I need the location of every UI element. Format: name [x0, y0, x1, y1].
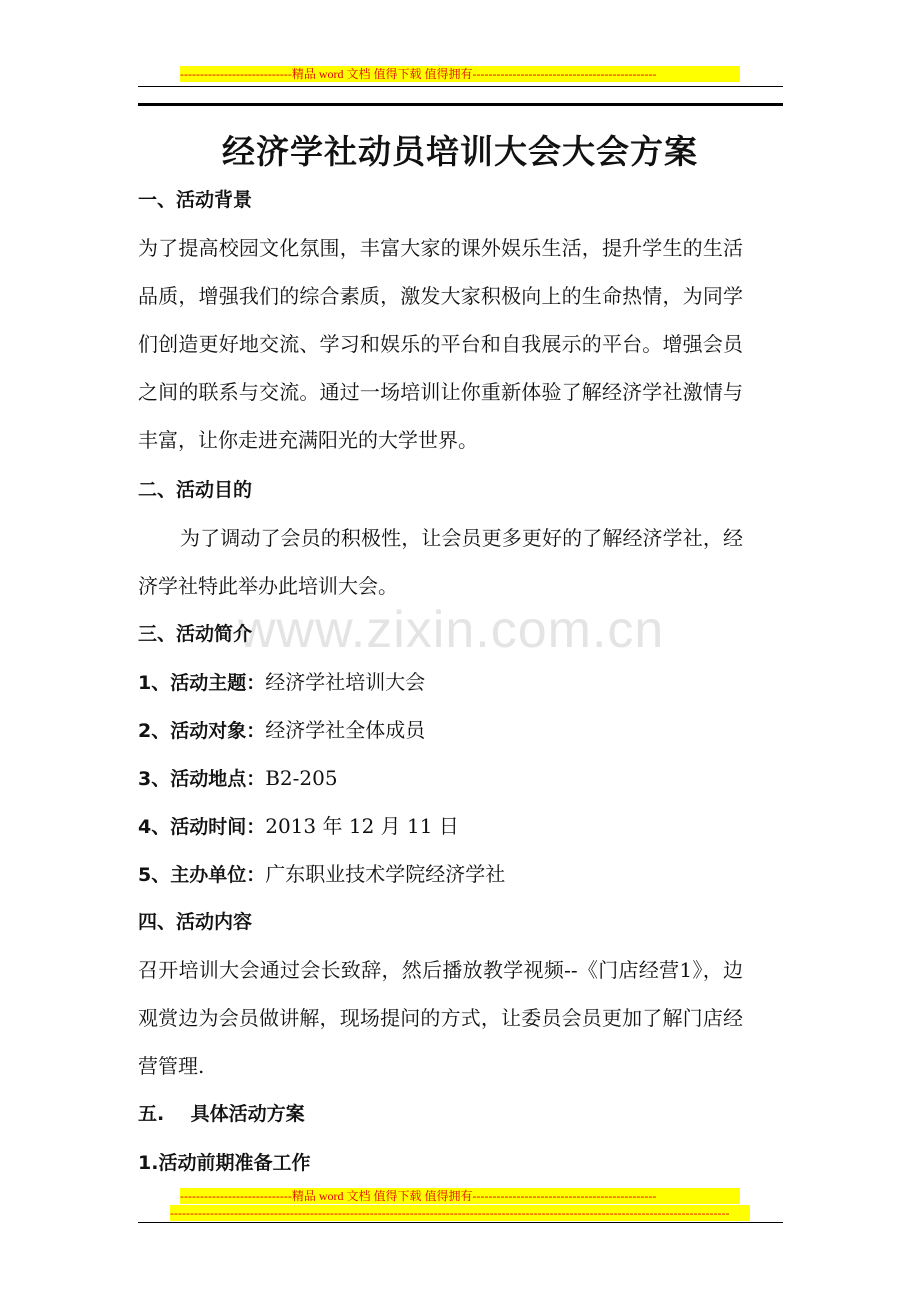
header-rule-thick	[138, 103, 783, 106]
header-rule-thin	[138, 86, 783, 87]
section-heading-intro: 三、活动简介	[138, 623, 253, 645]
intro-item	[138, 668, 425, 697]
header-banner: ----------------------------精品 word 文档 值得下载 值得拥有----------------------------------------------	[180, 66, 740, 82]
intro-item-value: 2013 年 12 月 11 日	[265, 814, 459, 838]
background-paragraph: 为了提高校园文化氛围，丰富大家的课外娱乐生活，提升学生的生活品质，增强我们的综合素质，激发大家积极向上的生命热情，为同学们创造更好地交流、学习和娱乐的平台和自我展示的平台。增强会员之间的联系与交流。通过一场培训让你重新体验了解经济学社激情与丰富，让你走进充满阳光的大学世界。	[138, 236, 743, 452]
intro-item-label: 5、主办单位：	[138, 864, 266, 886]
intro-item-value: B2-205	[265, 766, 338, 790]
intro-item	[138, 716, 425, 745]
section-heading-background: 一、活动背景	[138, 189, 253, 211]
watermark: www.zixin.com.cn	[238, 601, 665, 659]
intro-item-label: 3、活动地点：	[138, 768, 266, 790]
purpose-paragraph: 为了调动了会员的积极性，让会员更多更好的了解经济学社，经济学社特此举办此培训大会。	[138, 526, 743, 598]
intro-item	[138, 764, 338, 793]
intro-item-value: 经济学社全体成员	[265, 718, 426, 742]
intro-item-label: 1、活动主题：	[138, 672, 266, 694]
intro-item	[138, 860, 505, 889]
footer-rule	[138, 1222, 783, 1223]
section-heading-content: 四、活动内容	[138, 911, 253, 933]
section-heading-purpose: 二、活动目的	[138, 479, 253, 501]
footer-banner: ----------------------------精品 word 文档 值得下载 值得拥有----------------------------------------------	[180, 1188, 740, 1204]
intro-item-value: 经济学社培训大会	[265, 670, 426, 694]
sub-heading-preparation: 1.活动前期准备工作	[138, 1152, 311, 1174]
intro-item-label: 2、活动对象：	[138, 720, 266, 742]
intro-item	[138, 812, 459, 841]
content-paragraph: 召开培训大会通过会长致辞，然后播放教学视频--《门店经营1》，边观赏边为会员做讲解，现场提问的方式，让委员会员更加了解门店经营管理.	[138, 958, 743, 1078]
footer-dashes: --------------------------------------------------------------------------------------------------------------------------------------------	[170, 1205, 750, 1221]
intro-item-value: 广东职业技术学院经济学社	[265, 862, 506, 886]
intro-item-label: 4、活动时间：	[138, 816, 266, 838]
section-heading-plan: 五. 具体活动方案	[138, 1103, 305, 1125]
document-title: 经济学社动员培训大会大会方案	[222, 132, 698, 171]
